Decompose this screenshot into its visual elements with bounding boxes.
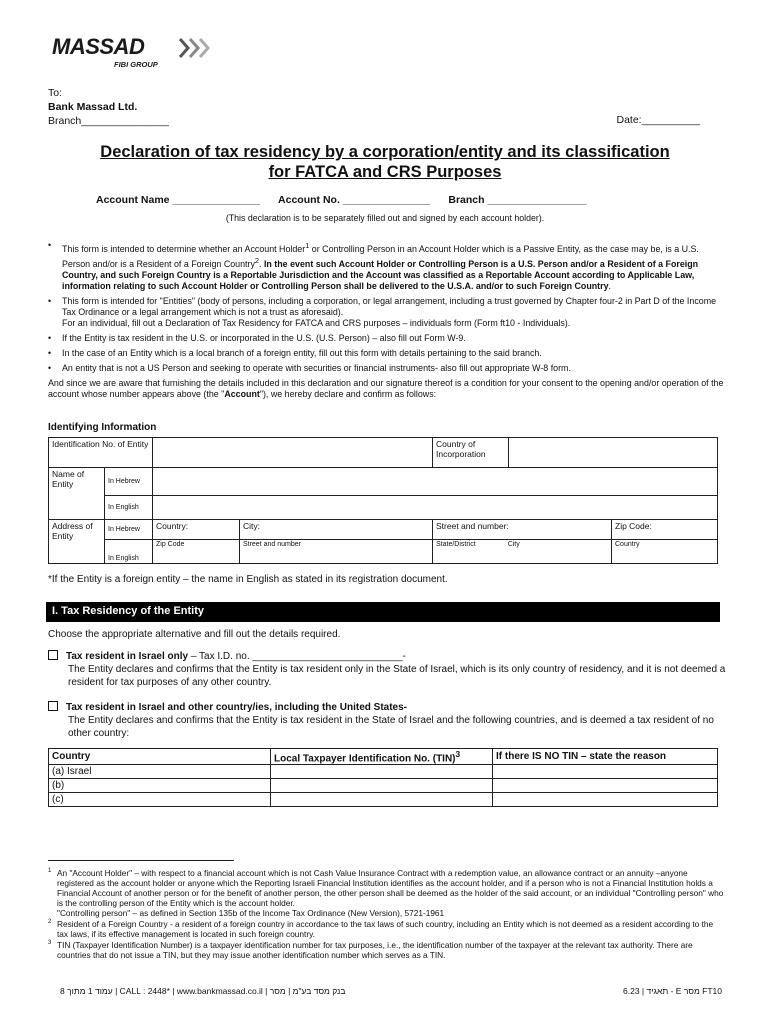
reason-column-header: If there IS NO TIN – state the reason — [493, 749, 718, 765]
bank-name: Bank Massad Ltd. — [48, 101, 138, 113]
footnote-text: "Controlling person" – as defined in Section 135b of the Income Tax Ordinance (New Version), 5721-1961 — [57, 908, 445, 918]
entity-name-english-input[interactable] — [153, 496, 718, 520]
paragraph-text: "), we hereby declare and confirm as follows: — [259, 388, 437, 399]
foreign-entity-note: *If the Entity is a foreign entity – the name in English as stated in its registration document. — [48, 574, 448, 585]
reason-cell[interactable] — [493, 793, 718, 807]
city-field[interactable]: City: — [239, 520, 432, 540]
footnote-mark: 1 — [48, 868, 52, 874]
option-israel-only — [48, 650, 728, 689]
footnote-1 — [48, 868, 724, 918]
tax-id-field[interactable]: – Tax I.D. no. ___________________________- — [188, 651, 406, 662]
choose-instruction: Choose the appropriate alternative and fill out the details required. — [48, 629, 341, 640]
footnote-ref: 3 — [455, 749, 461, 759]
footnote-2 — [48, 919, 724, 939]
option-description: The Entity declares and confirms that the Entity is tax resident only in the State of Israel, which is its only country of residency, and it is not deemed a resident for tax purposes of any other country. — [68, 664, 726, 688]
date-field[interactable]: Date:__________ — [616, 114, 700, 126]
instruction-bold-text: In the event such Account Holder or Controlling Person is a U.S. Person and/or a Resident of a Foreign Country, and such Foreign Country is a Reportable Jurisdiction and the Account was classified as a Reportable Account according to Applicable Law, information relating to such Account Holder or Controlling Person shall be delivered to the U.S.A. and/or to such Foreign Country — [62, 258, 699, 291]
instruction-item: • An entity that is not a US Person and seeking to operate with securities or financial instruments- also fill out appropriate W-8 form. — [48, 363, 724, 374]
instruction-text: • This form is intended for "Entities" (body of persons, including a corporation, or legal arrangement, including a trust governed by Chapter four-2 in Part D of the Income Tax Ordinance or a legal arrangement which is not a trust as aforesaid). — [62, 295, 717, 317]
country-field[interactable]: Country: — [153, 520, 240, 540]
instruction-item — [48, 296, 724, 329]
tin-header-text: Local Taxpayer Identification No. (TIN) — [274, 753, 456, 765]
option-title: Tax resident in Israel and other country/ies, including the United States- — [66, 702, 407, 713]
country-incorporation-label: Country of Incorporation — [433, 438, 509, 468]
instruction-item: • If the Entity is tax resident in the U.S. or incorporated in the U.S. (U.S. Person) – also fill out Form W-9. — [48, 333, 724, 344]
israel-and-other-checkbox[interactable] — [48, 701, 58, 711]
option-description: The Entity declares and confirms that the Entity is tax resident in the State of Israel and the following countries, and is deemed a tax resident of no other country: — [68, 715, 714, 739]
identifying-info-table — [48, 437, 718, 564]
instruction-item — [48, 240, 724, 292]
footnotes — [48, 868, 724, 961]
country-cell: (a) Israel — [49, 765, 271, 779]
addressee-block — [48, 86, 169, 128]
country-english-field[interactable]: Country — [612, 540, 718, 564]
option-israel-and-other — [48, 701, 728, 740]
entity-name-label: Name of Entity — [49, 468, 105, 520]
footer-contact: עמוד 1 מתוך 8 | CALL : 2448* | www.bankmassad.co.il | בנק מסד בע"מ | מסר — [60, 986, 346, 996]
footnote-3 — [48, 940, 724, 960]
country-cell[interactable]: (b) — [49, 779, 271, 793]
option-title: Tax resident in Israel only — [66, 651, 189, 662]
street-field[interactable]: Street and number: — [433, 520, 612, 540]
address-label: Address of Entity — [49, 520, 105, 564]
title-line-2: for FATCA and CRS Purposes — [268, 163, 502, 181]
zip-code-english-field[interactable]: Zip Code — [153, 540, 240, 564]
address-in-hebrew-label: In Hebrew — [105, 520, 153, 540]
instruction-text: . — [259, 258, 264, 269]
account-note: (This declaration is to be separately filled out and signed by each account holder). — [225, 213, 545, 223]
tin-cell[interactable] — [271, 793, 493, 807]
instruction-text: This form is intended to determine whether an Account Holder — [62, 243, 306, 254]
instructions-list — [48, 240, 724, 400]
account-row — [96, 194, 587, 206]
logo-subtitle: FIBI GROUP — [114, 60, 158, 69]
tin-cell[interactable] — [271, 779, 493, 793]
footnote-text: TIN (Taxpayer Identification Number) is a taxpayer identification number for tax purposes, i.e., the identification number of the taxpayer at the relevant tax authority. There are countries that do not issue a TIN, but they may issue another identification number which serves as a TIN. — [57, 940, 693, 960]
account-number-field[interactable]: Account No. _______________ — [278, 194, 431, 206]
instruction-item: • In the case of an Entity which is a local branch of a foreign entity, fill out this form with details pertaining to the said branch. — [48, 348, 724, 359]
massad-logo — [52, 34, 222, 74]
id-number-input[interactable] — [153, 438, 433, 468]
paragraph-bold-text: Account — [224, 388, 260, 399]
logo-chevron-icon — [178, 37, 212, 59]
id-number-label: Identification No. of Entity — [49, 438, 153, 468]
reason-cell[interactable] — [493, 779, 718, 793]
footnote-text: An "Account Holder" – with respect to a financial account which is not Cash Value Insurance Contract with a redemption value, an allowance contract or an annuity –anyone registered as the account holder or anyone which the Reporting Israeli Financial Institution identifies as the account holder, and if a person who is not a Financial Institution holds a Financial Account of another person or for the benefit of another person, the other person shall be deemed as the holder of the said account, or an individual "Controlling person" who is the controlling person of the Entity which is the account holder. — [57, 868, 724, 908]
footnote-divider — [48, 860, 234, 861]
title-line-1: Declaration of tax residency by a corporation/entity and its classification — [100, 143, 670, 161]
instruction-text: or Controlling Person in an Account Holder which is a Passive Entity, as the case may be, is a U.S. Person and/or is a Resident of a Foreign Country — [62, 243, 699, 269]
entity-name-hebrew-input[interactable] — [153, 468, 718, 496]
footnote-ref: 1 — [305, 241, 310, 250]
instruction-text: . — [608, 280, 611, 291]
in-english-label: In English — [105, 496, 153, 520]
account-name-field[interactable]: Account Name _______________ — [96, 194, 261, 206]
reason-cell[interactable] — [493, 765, 718, 779]
section-1-header: I. Tax Residency of the Entity — [46, 602, 720, 622]
country-column-header: Country — [49, 749, 271, 765]
state-city-english-field[interactable] — [433, 540, 612, 564]
logo-wordmark: MASSAD — [52, 34, 145, 59]
country-cell[interactable]: (c) — [49, 793, 271, 807]
tin-cell[interactable] — [271, 765, 493, 779]
declaration-paragraph — [48, 378, 724, 400]
branch-field[interactable]: Branch_______________ — [48, 115, 169, 127]
address-in-english-label: In English — [105, 540, 153, 564]
to-label: To: — [48, 87, 63, 99]
footnote-ref: 2 — [254, 255, 260, 265]
footnote-mark: 2 — [48, 919, 52, 925]
instruction-text: For an individual, fill out a Declaration of Tax Residency for FATCA and CRS purposes – individuals form (Form ft10 - Individuals). — [62, 317, 571, 328]
in-hebrew-label: In Hebrew — [105, 468, 153, 496]
country-incorporation-input[interactable] — [509, 438, 718, 468]
israel-only-checkbox[interactable] — [48, 650, 58, 660]
tax-residency-table — [48, 748, 718, 807]
identifying-info-heading: Identifying Information — [48, 422, 157, 433]
tin-column-header — [271, 749, 493, 765]
paragraph-text: And since we are aware that furnishing the details included in this declaration and our signature thereof is a condition for your consent to the opening and/or operation of the account whose number appears above (the " — [48, 377, 724, 399]
state-label: State/District — [436, 541, 476, 548]
city-label: City — [507, 541, 520, 548]
footer-form-code: 6.23 | תאגיד - E מסר FT10 — [623, 986, 722, 996]
account-branch-field[interactable]: Branch _________________ — [448, 194, 587, 206]
street-english-field[interactable]: Street and number — [239, 540, 432, 564]
zip-field[interactable]: Zip Code: — [612, 520, 718, 540]
footnote-mark: 3 — [48, 940, 52, 946]
document-title — [40, 142, 730, 182]
footnote-text: Resident of a Foreign Country - a resident of a foreign country in accordance to the tax laws of such country, including an Entity which is not deemed as a resident according to the tax laws, if its effective management is located in such foreign country. — [57, 919, 714, 939]
